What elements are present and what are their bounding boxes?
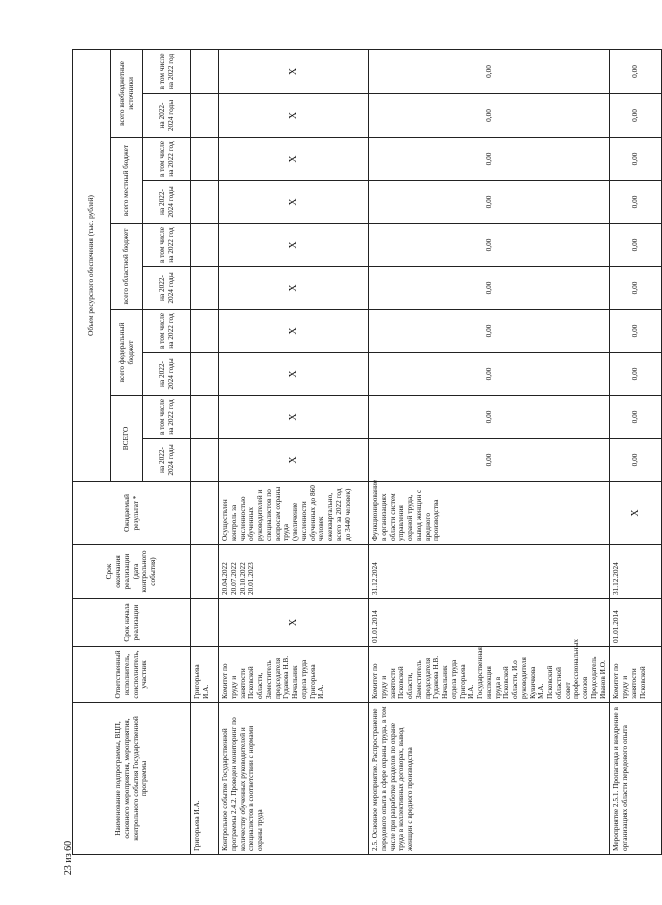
header-result: Ожидаемый результат * — [73, 482, 191, 545]
header-start: Срок начала реализации — [73, 599, 191, 647]
cell-value: X — [219, 94, 369, 138]
cell-start: 01.01.2014 — [610, 599, 662, 647]
cell-executor: Комитет по труду и занятости Псковской — [610, 647, 662, 703]
cell-start — [191, 599, 219, 647]
cell-value: X — [219, 181, 369, 224]
cell-value: X — [219, 310, 369, 353]
table-row — [610, 49, 662, 854]
cell-end: 20.04.2022 20.07.2022 20.10.2022 20.01.2023 — [219, 545, 369, 599]
cell-value: X — [219, 267, 369, 310]
cell-value: 0,00 — [369, 224, 610, 267]
cell-value: 0,00 — [369, 310, 610, 353]
subheader-extra-2022-2024: на 2022-2024 годы — [143, 94, 191, 138]
subheader-regional-2022: в том числе на 2022 год — [143, 224, 191, 267]
cell-value: X — [219, 396, 369, 439]
cell-start: 01.01.2014 — [369, 599, 610, 647]
cell-value: 0,00 — [369, 353, 610, 396]
header-end: Срок окончания реализации (дата контрольного события) — [73, 545, 191, 599]
table-row — [369, 49, 610, 854]
subheader-extra-2022: в том числе на 2022 год — [143, 49, 191, 93]
cell-value: 0,00 — [369, 267, 610, 310]
cell-name: Мероприятие 2.5.1. Пропаганда и внедрение в организациях области передового опыта — [610, 703, 662, 855]
header-federal: всего федеральный бюджет — [111, 310, 143, 396]
cell-value: 0,00 — [610, 49, 662, 93]
cell-value: 0,00 — [369, 49, 610, 93]
cell-name: 2.5. Основное мероприятие. Распространение передового опыта в сфере охраны труда, в том числе при разработке разделов по охране труда в коллективных договорах, вывод женщин с вредного производства — [369, 703, 610, 855]
cell-value: 0,00 — [610, 439, 662, 482]
cell-value: 0,00 — [610, 267, 662, 310]
cell-value — [191, 267, 219, 310]
cell-value: 0,00 — [369, 396, 610, 439]
cell-value: X — [219, 138, 369, 181]
subheader-federal-2022-2024: на 2022-2024 годы — [143, 353, 191, 396]
cell-result: Осуществлен контроль за численностью обученных руководителей и специалистов по вопросам охраны труда (увеличение численности обученных до 860 человек ежеквартально, всего за 2022 год до 3440 человек) — [219, 482, 369, 545]
subheader-local-2022: в том числе на 2022 год — [143, 138, 191, 181]
cell-value — [191, 310, 219, 353]
cell-value — [191, 396, 219, 439]
cell-value: 0,00 — [610, 138, 662, 181]
header-total: ВСЕГО — [111, 396, 143, 482]
cell-name: Григорьева И.А. — [191, 703, 219, 855]
header-local: всего местный бюджет — [111, 138, 143, 224]
cell-result — [191, 482, 219, 545]
cell-executor: Комитет по труду и занятости Псковской области, Заместитель председателя Гудакова Н.В. Начальник отдела труда Григорьева И.А. — [219, 647, 369, 703]
cell-value: 0,00 — [610, 310, 662, 353]
rotated-table-wrapper — [72, 50, 647, 855]
cell-value: X — [219, 353, 369, 396]
header-resources: Объем ресурсного обеспечения (тыс. рублей) — [73, 49, 111, 481]
cell-value: 0,00 — [610, 353, 662, 396]
cell-result: Функционирование в организациях области систем управления охраной труда, вывод женщин с вредного производства — [369, 482, 610, 545]
cell-end: 31.12.2024 — [369, 545, 610, 599]
cell-value: 0,00 — [610, 224, 662, 267]
cell-value: 0,00 — [610, 94, 662, 138]
resource-table — [72, 49, 662, 855]
cell-result: X — [610, 482, 662, 545]
subheader-total-2022: в том числе на 2022 год — [143, 396, 191, 439]
cell-value: 0,00 — [369, 94, 610, 138]
cell-end: 31.12.2024 — [610, 545, 662, 599]
cell-name: Контрольное событие Государственной программы 2.4.2. Проведен мониторинг по количеству обученных руководителей и специалистов в соответствии с нормами охраны труда — [219, 703, 369, 855]
cell-value: X — [219, 49, 369, 93]
table-row — [191, 49, 219, 854]
cell-value — [191, 224, 219, 267]
cell-value: X — [219, 439, 369, 482]
cell-executor: Григорьева И.А. — [191, 647, 219, 703]
cell-value — [191, 94, 219, 138]
header-executor: Ответственный исполнитель, соисполнитель, участник — [73, 647, 191, 703]
header-extra: всего внебюджетные источники — [111, 49, 143, 137]
cell-executor: Комитет по труду и занятости Псковской области, Заместитель председателя Гудакова Н.В. Начальник отдела труда Григорьева И.А. Государственная инспекция труда в Псковской области, И.о руководителя Кувичкова М.А. Псковский областной совет профессиональных союзов Председатель Иванов И.О. — [369, 647, 610, 703]
subheader-federal-2022: в том числе на 2022 год — [143, 310, 191, 353]
header-name: Наименование подпрограммы, ВЦП, основного мероприятия, мероприятия, контрольного события Государственной программы — [73, 703, 191, 855]
cell-value: 0,00 — [610, 396, 662, 439]
page-number: 23 из 60 — [62, 840, 74, 876]
cell-start: X — [219, 599, 369, 647]
header-regional: всего областной бюджет — [111, 224, 143, 310]
cell-end — [191, 545, 219, 599]
cell-value: 0,00 — [610, 181, 662, 224]
cell-value — [191, 49, 219, 93]
subheader-local-2022-2024: на 2022-2024 годы — [143, 181, 191, 224]
cell-value: 0,00 — [369, 181, 610, 224]
table-row — [219, 49, 369, 854]
cell-value: 0,00 — [369, 138, 610, 181]
subheader-total-2022-2024: на 2022-2024 годы — [143, 439, 191, 482]
cell-value — [191, 138, 219, 181]
cell-value — [191, 439, 219, 482]
cell-value — [191, 353, 219, 396]
subheader-regional-2022-2024: на 2022-2024 годы — [143, 267, 191, 310]
cell-value: X — [219, 224, 369, 267]
cell-value: 0,00 — [369, 439, 610, 482]
cell-value — [191, 181, 219, 224]
